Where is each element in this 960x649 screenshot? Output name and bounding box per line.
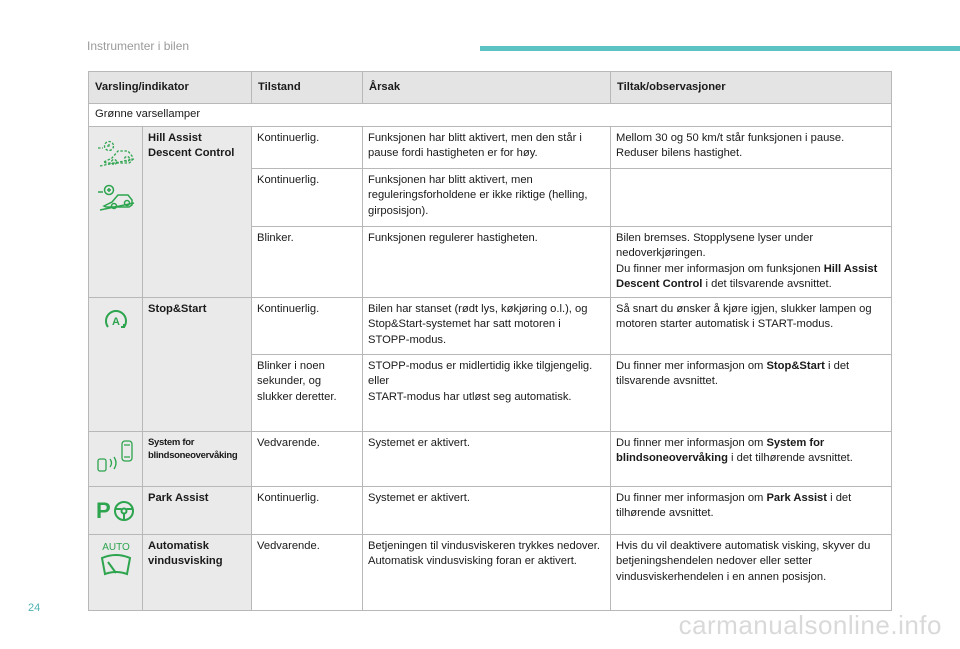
autowipe-name-line1: Automatisk (148, 539, 209, 552)
state-cell: Blinker i noen sekunder, og slukker deretter. (252, 354, 363, 431)
action-text: i det tilsvarende avsnittet. (616, 359, 850, 387)
action-text: i det tilhørende avsnittet. (727, 452, 853, 464)
hill-descent-standby-icon (94, 138, 138, 168)
action-cell (611, 354, 892, 431)
action-cell: Mellom 30 og 50 km/t står funksjonen i pause. Reduser bilens hastighet. (611, 126, 892, 168)
autowipe-name (143, 534, 252, 610)
col-header-action: Tiltak/observasjoner (611, 72, 892, 104)
col-header-indicator: Varsling/indikator (89, 72, 252, 104)
state-cell: Vedvarende. (252, 431, 363, 486)
section-title: Grønne varsellamper (89, 104, 892, 127)
table-row (89, 486, 892, 534)
blindspot-name-line2: blindsoneovervåking (148, 449, 238, 461)
section-row (89, 104, 892, 127)
cause-text: STOPP-modus er midlertidig ikke tilgjengelig. (368, 359, 593, 372)
table-row (89, 431, 892, 486)
state-cell: Vedvarende. (252, 534, 363, 610)
table-row (89, 534, 892, 610)
state-cell: Kontinuerlig. (252, 486, 363, 534)
action-text: i det tilsvarende avsnittet. (702, 278, 832, 290)
cause-cell: Funksjonen regulerer hastigheten. (363, 226, 611, 297)
hill-descent-name-line2: Descent Control (148, 147, 235, 159)
action-text: Du finner mer informasjon om (616, 491, 767, 504)
table-header-row (89, 72, 892, 104)
svg-text:P: P (95, 497, 111, 523)
action-bold-text: Park Assist (766, 491, 827, 504)
action-text: Du finner mer informasjon om funksjonen (616, 262, 824, 275)
cause-text: Automatisk vindusvisking foran er aktivert. (368, 555, 577, 567)
autowipe-icon (94, 540, 138, 582)
action-cell (611, 431, 892, 486)
blindspot-icon-cell (89, 431, 143, 486)
watermark: carmanualsonline.info (678, 610, 942, 640)
action-text: Bilen bremses. Stopplysene lyser under nedoverkjøringen. (616, 231, 814, 259)
cause-text: eller (368, 375, 390, 387)
page-header-title: Instrumenter i bilen (87, 39, 190, 53)
stopstart-name: Stop&Start (143, 297, 252, 431)
action-text: Du finner mer informasjon om (616, 359, 767, 372)
hill-descent-name-line1: Hill Assist (148, 131, 202, 144)
blindspot-name-line1: System for (148, 436, 195, 448)
cause-text: START-modus har utløst seg automatisk. (368, 390, 572, 403)
stopstart-icon (101, 307, 131, 333)
cause-text: Betjeningen til vindusviskeren trykkes nedover. (368, 539, 600, 552)
col-header-cause: Årsak (363, 72, 611, 104)
action-bold-text: System for blindsoneovervåking (616, 436, 825, 464)
state-cell: Blinker. (252, 226, 363, 297)
cause-cell: Systemet er aktivert. (363, 431, 611, 486)
autowipe-icon-label: AUTO (101, 541, 130, 553)
blindspot-icon (94, 439, 138, 473)
action-text: i det tilhørende avsnittet. (616, 491, 852, 519)
cause-cell: Bilen har stanset (rødt lys, køkjøring o.l.), og Stop&Start-systemet har satt motoren i STOPP-modus. (363, 297, 611, 354)
stopstart-icon-cell (89, 297, 143, 431)
cause-cell: Funksjonen har blitt aktivert, men reguleringsforholdene er ikke riktige (helling, girposisjon). (363, 168, 611, 226)
svg-text:A: A (111, 315, 120, 328)
col-header-state: Tilstand (252, 72, 363, 104)
table-row (89, 297, 892, 354)
cause-cell: Funksjonen har blitt aktivert, men den står i pause fordi hastigheten er for høy. (363, 126, 611, 168)
state-cell: Kontinuerlig. (252, 297, 363, 354)
indicator-table (88, 71, 892, 611)
cause-cell: Systemet er aktivert. (363, 486, 611, 534)
action-cell (611, 168, 892, 226)
table-row (89, 126, 892, 168)
cause-cell (363, 354, 611, 431)
hill-descent-active-icon (94, 182, 138, 212)
hill-descent-icons-cell (89, 126, 143, 297)
parkassist-name: Park Assist (143, 486, 252, 534)
page-number: 24 (28, 602, 41, 614)
autowipe-icon-cell (89, 534, 143, 610)
action-cell (611, 486, 892, 534)
action-cell: Hvis du vil deaktivere automatisk visking, skyver du betjeningshendelen nedover eller setter vindusviskerhendelen i en annen posisjon. (611, 534, 892, 610)
blindspot-name (143, 431, 252, 486)
autowipe-name-line2: vindusvisking (148, 555, 223, 567)
action-bold-text: Stop&Start (766, 359, 825, 372)
state-cell: Kontinuerlig. (252, 168, 363, 226)
action-text: Du finner mer informasjon om (616, 436, 767, 449)
action-cell: Så snart du ønsker å kjøre igjen, slukker lampen og motoren starter automatisk i START-modus. (611, 297, 892, 354)
header-accent-bar (480, 46, 960, 51)
parkassist-icon (94, 494, 138, 526)
hill-descent-name (143, 126, 252, 297)
action-bold-text: Hill Assist Descent Control (616, 262, 878, 290)
parkassist-icon-cell (89, 486, 143, 534)
cause-cell (363, 534, 611, 610)
state-cell: Kontinuerlig. (252, 126, 363, 168)
action-cell (611, 226, 892, 297)
